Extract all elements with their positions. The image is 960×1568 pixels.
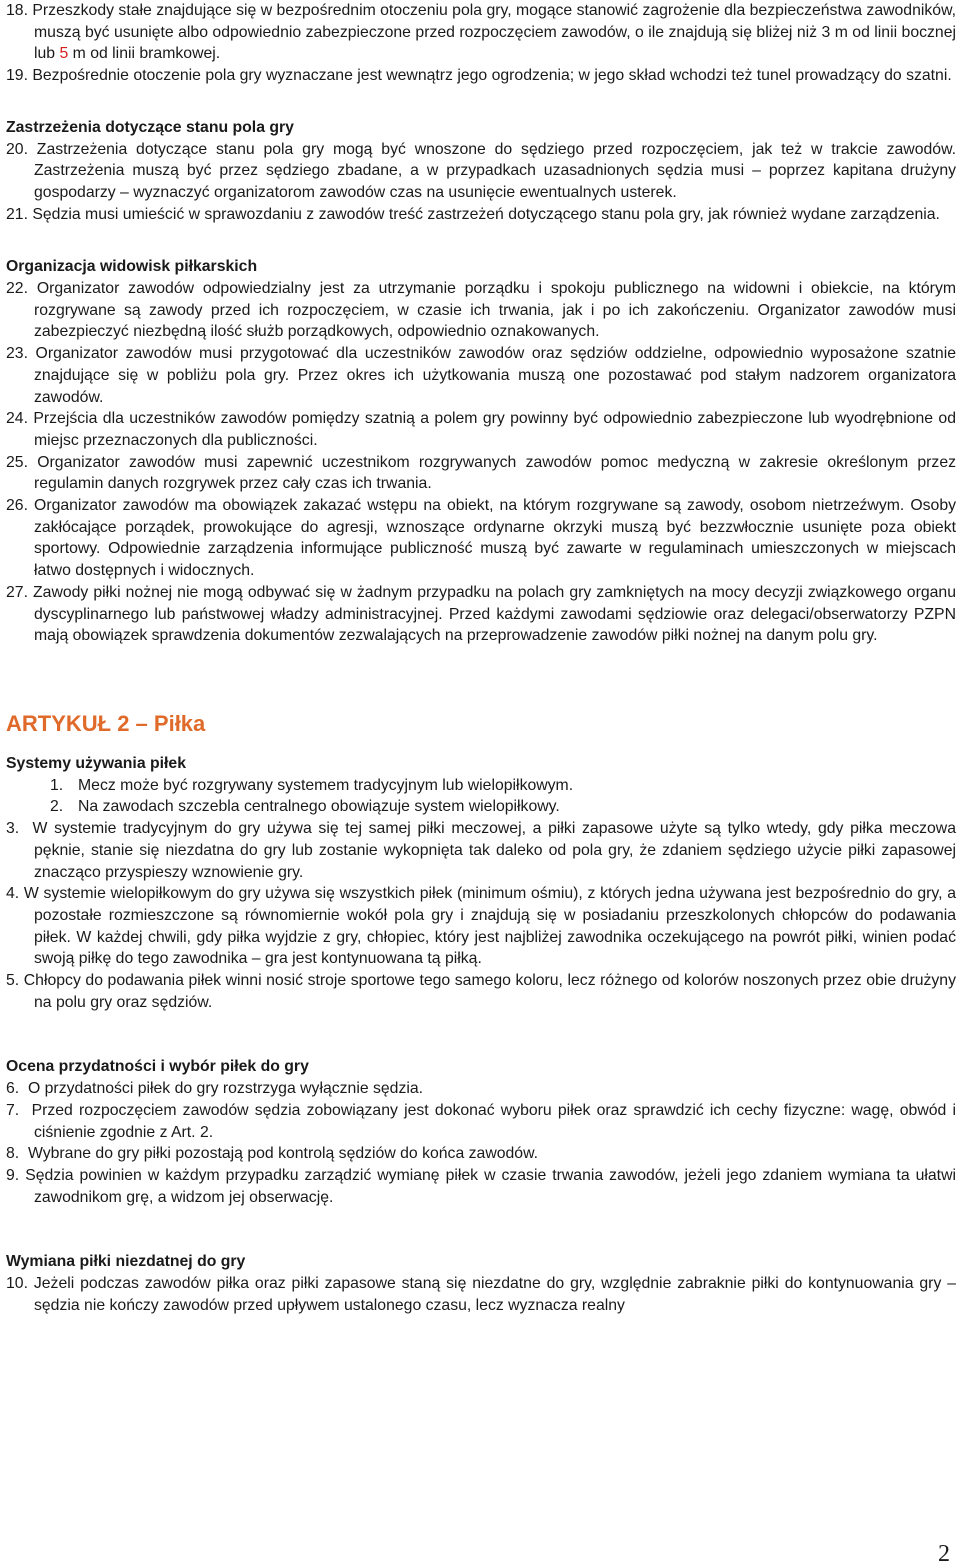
paragraph-7: 7. Przed rozpoczęciem zawodów sędzia zobowiązany jest dokonać wyboru piłek oraz sprawdzić ich cechy fizyczne: wagę, obwód i ciśnienie zgodnie z Art. 2. [6,1101,956,1141]
item-number: 3. [6,820,20,838]
paragraph-8: 8. Wybrane do gry piłki pozostają pod kontrolą sędziów do końca zawodów. [6,1145,539,1163]
paragraph-24: 24. Przejścia dla uczestników zawodów pomiędzy szatnią a polem gry powinny być odpowiednio zabezpieczone lub wyodrębnione od miejsc przeznaczonych dla publiczności. [6,410,956,449]
item-number: 18. [6,2,28,19]
paragraph-list [6,0,956,87]
section-heading: Ocena przydatności i wybór piłek do gry [6,1058,309,1076]
section-ocena [6,1056,956,1208]
section-organizacja [6,256,956,647]
item-number: 23. [6,345,28,363]
highlighted-number: 5 [59,45,69,63]
item-number: 21. [6,205,28,223]
paragraph-22: 22. Organizator zawodów odpowiedzialny jest za utrzymanie porządku i spokoju publicznego na widowni i obiekcie, na którym rozgrywane są zawody przed ich rozpoczęciem, w czasie ich trwania, jak i po ich zakończeniu. Organizator zawodów musi zabezpieczyć niezbędną ilość służb porządkowych, odpowiednio oznakowanych. [6,280,957,341]
item-number: 8. [6,1145,20,1163]
item-number: 7. [6,1101,20,1119]
article-heading: ARTYKUŁ 2 – Piłka [6,710,206,736]
item-number: 19. [6,67,28,85]
item-number: 24. [6,410,28,428]
item-number: 20. [6,140,28,158]
paragraph-19: 19. Bezpośrednie otoczenie pola gry wyznaczane jest wewnątrz jego ogrodzenia; w jego skład wchodzi też tunel prowadzący do szatni. [6,67,952,85]
item-number: 2. [50,798,64,816]
paragraph-9: 9. Sędzia powinien w każdym przypadku zarządzić wymianę piłek w czasie trwania zawodów, jeżeli jego zdaniem wymiana ta ułatwi zawodnikom grę, a widzom jej obserwację. [6,1166,956,1206]
section-heading: Zastrzeżenia dotyczące stanu pola gry [6,118,294,136]
paragraph-10: 10. Jeżeli podczas zawodów piłka oraz piłki zapasowe staną się niezdatne do gry, względnie zabraknie piłki do kontynuowania gry – sędzia nie kończy zawodów przed upływem ustalonego czasu, lecz wyznacza realny [6,1275,957,1314]
item-number: 10. [6,1275,28,1293]
item-number: 26. [6,497,28,515]
section-heading: Wymiana piłki niezdatnej do gry [6,1253,246,1271]
paragraph-18: 18. Przeszkody stałe znajdujące się w bezpośrednim otoczeniu pola gry, mogące stanowić zagrożenie dla bezpieczeństwa zawodników, muszą być usunięte albo odpowiednio zabezpieczone przed rozpoczęciem zawodów, o ile znajdują się bliżej niż 3 m od linii bocznej lub 5 m od linii bramkowej. [6,2,956,63]
section-zastrzezenia [6,117,956,226]
section-wymiana [6,1251,956,1316]
paragraph-25: 25. Organizator zawodów musi zapewnić uczestnikom rozgrywanych zawodów pomoc medyczną w zakresie określonym przez regulamin danych rozgrywek przez cały czas ich trwania. [6,453,957,493]
sub-item-1: 1. Mecz może być rozgrywany systemem tradycyjnym lub wielopiłkowym. [6,775,956,797]
paragraph-4: 4. W systemie wielopiłkowym do gry używa się wszystkich piłek (minimum ośmiu), z których jedna używana jest bezpośrednio do gry, a pozostałe rozmieszczone są równomiernie wokół pola gry i znajdują się w posiadaniu przeszkolonych chłopców do podawania piłek. W każdej chwili, gdy piłka wyjdzie z gry, chłopiec, który jest najbliżej zawodnika oczekującego na powrót piłki, winien podać swoją piłkę do tego zawodnika – gra jest kontynuowana tą piłką. [6,885,956,968]
paragraph-21: 21. Sędzia musi umieścić w sprawozdaniu z zawodów treść zastrzeżeń dotyczącego stanu pola gry, jak również wydane zarządzenia. [6,205,940,223]
paragraph-3: 3. W systemie tradycyjnym do gry używa się tej samej piłki meczowej, a piłki zapasowe użyte są tylko wtedy, gdy piłka meczowa pęknie, stanie się niezdatna do gry lub zostanie wykopnięta tak daleko od pola gry, że zdaniem sędziego użycie piłki zapasowej znacząco przyspieszy wznowienie gry. [6,820,956,881]
item-number: 6. [6,1080,20,1098]
item-number: 25. [6,453,28,471]
paragraph-20: 20. Zastrzeżenia dotyczące stanu pola gry mogą być wnoszone do sędziego przed rozpoczęciem, jak też w trakcie zawodów. Zastrzeżenia muszą być przez sędziego zbadane, a w przypadkach uzasadnionych sędzia musi – poprzez kapitana drużyny gospodarzy – wyznaczyć organizatorom zawodów czas na usunięcie ewentualnych usterek. [6,140,956,201]
paragraph-23: 23. Organizator zawodów musi przygotować dla uczestników zawodów oraz sędziów oddzielne, odpowiednio wyposażone szatnie znajdujące się w pobliżu pola gry. Przez okres ich użytkowania muszą one pozostawać pod stałym nadzorem organizatora zawodów. [6,345,957,406]
sub-item-2: 2. Na zawodach szczebla centralnego obowiązuje system wielopiłkowy. [6,796,956,818]
paragraph-26: 26. Organizator zawodów ma obowiązek zakazać wstępu na obiekt, na którym rozgrywane są zawody, osobom nietrzeźwym. Osoby zakłócające porządek, prowokujące do agresji, wznoszące ordynarne okrzyki muszą być bezzwłocznie usunięte poza obiekt sportowy. Odpowiednie zarządzenia informujące publiczność muszą być zawarte w regulaminach umieszczonych w miejscach łatwo dostępnych i widocznych. [6,497,956,580]
item-number: 5. [6,972,20,990]
page-number: 2 [938,1541,950,1567]
document-page [6,0,956,1316]
section-heading: Organizacja widowisk piłkarskich [6,258,258,276]
paragraph-6: 6. O przydatności piłek do gry rozstrzyga wyłącznie sędzia. [6,1080,424,1098]
paragraph-5: 5. Chłopcy do podawania piłek winni nosić stroje sportowe tego samego koloru, lecz różnego od kolorów noszonych przez obie drużyny na polu gry oraz sędziów. [6,972,956,1011]
section-heading: Systemy używania piłek [6,754,186,772]
section-systemy [6,753,956,1013]
item-number: 22. [6,280,28,298]
item-number: 4. [6,885,20,903]
item-number: 27. [6,583,28,601]
paragraph-27: 27. Zawody piłki nożnej nie mogą odbywać się w żadnym przypadku na polach gry zamkniętych na mocy decyzji związkowego organu dyscyplinarnego lub państwowej władzy administracyjnej. Przed każdymi zawodami sędziowie oraz delegaci/obserwatorzy PZPN mają obowiązek sprawdzenia dokumentów zezwalających na przeprowadzenie zawodów piłki nożnej na danym polu gry. [6,583,956,645]
item-number: 9. [6,1166,20,1184]
item-number: 1. [50,776,64,794]
